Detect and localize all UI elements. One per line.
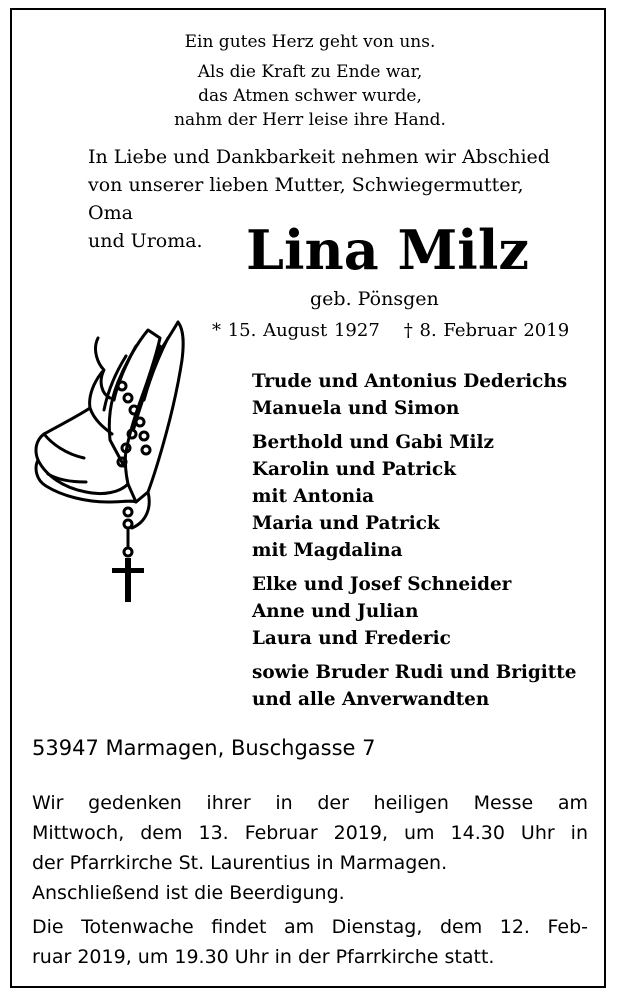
wake-notice (32, 912, 588, 972)
praying-hands-rosary-icon (28, 316, 188, 606)
death-date: † 8. Februar 2019 (403, 320, 570, 341)
notice-line: Anschließend ist die Beerdigung. (32, 882, 345, 904)
mourner-line: Berthold und Gabi Milz (252, 432, 494, 453)
mourner-line: Anne und Julian (252, 601, 419, 622)
notice-line: Wir gedenken ihrer in der heiligen Messe am (32, 792, 588, 814)
mourner-line: Manuela und Simon (252, 398, 460, 419)
address: 53947 Marmagen, Buschgasse 7 (32, 736, 376, 760)
mourner-line: Laura und Frederic (252, 628, 451, 649)
mourner-line: Trude und Antonius Dederichs (252, 371, 568, 392)
poem-line-3: das Atmen schwer wurde, (198, 86, 422, 106)
poem-line-4: nahm der Herr leise ihre Hand. (174, 110, 446, 130)
notice-line: ruar 2019, um 19.30 Uhr in der Pfarrkirche statt. (32, 946, 495, 968)
birth-date: * 15. August 1927 (212, 320, 380, 341)
family-group-2 (252, 429, 592, 564)
intro-line-3: und Uroma. (88, 230, 203, 252)
family-group-4 (252, 659, 592, 713)
mourners-list (252, 368, 592, 720)
notice-line: Mittwoch, dem 13. Februar 2019, um 14.30 Uhr in (32, 822, 588, 844)
mourner-line: und alle Anverwandten (252, 689, 490, 710)
life-dates (212, 320, 569, 341)
family-group-1 (252, 368, 592, 422)
birth-name: geb. Pönsgen (310, 288, 439, 310)
family-group-3 (252, 571, 592, 652)
mourner-line: mit Magdalina (252, 540, 403, 561)
notice-line: der Pfarrkirche St. Laurentius in Marmagen. (32, 852, 448, 874)
mourner-line: mit Antonia (252, 486, 375, 507)
mourner-line: Maria und Patrick (252, 513, 440, 534)
poem-line-2: Als die Kraft zu Ende war, (197, 62, 423, 82)
mourner-line: Karolin und Patrick (252, 459, 456, 480)
notice-line: Die Totenwache findet am Dienstag, dem 12. Feb- (32, 916, 588, 938)
poem-line-1: Ein gutes Herz geht von uns. (184, 32, 436, 52)
deceased-name: Lina Milz (246, 218, 529, 282)
mass-notice (32, 788, 588, 908)
intro-line-2: von unserer lieben Mutter, Schwiegermutter, Oma (88, 174, 524, 224)
mourner-line: sowie Bruder Rudi und Brigitte (252, 662, 577, 683)
intro-line-1: In Liebe und Dankbarkeit nehmen wir Abschied (88, 146, 550, 168)
mourner-line: Elke und Josef Schneider (252, 574, 512, 595)
